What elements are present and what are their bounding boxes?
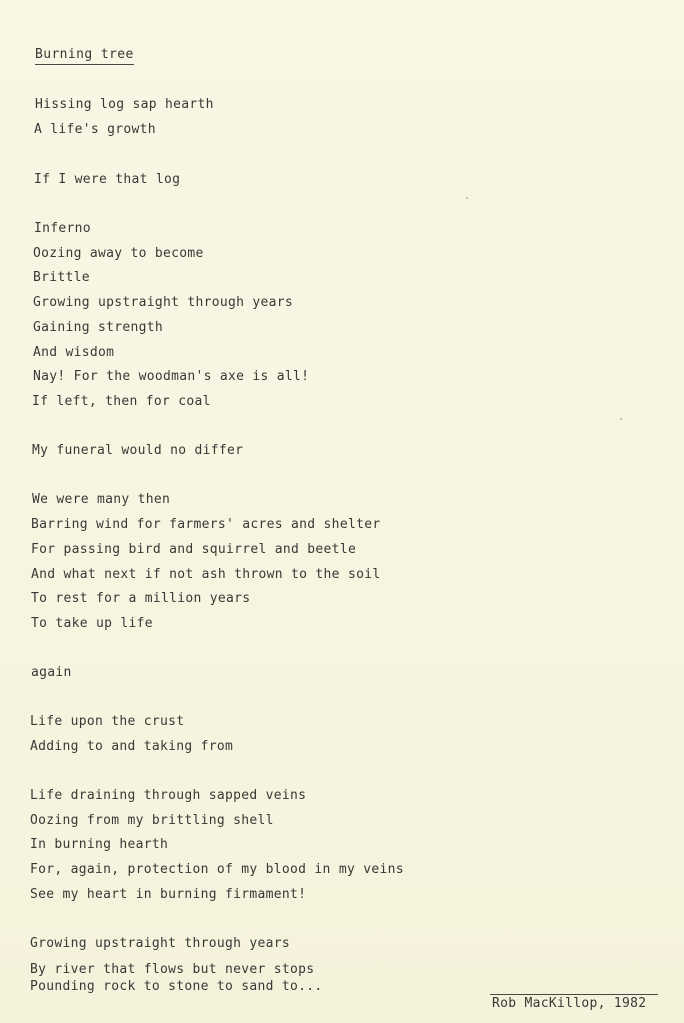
poem-line: Oozing from my brittling shell [30, 813, 274, 828]
poem-line: again [31, 665, 72, 680]
poem-line: Hissing log sap hearth [35, 97, 214, 112]
poem-line: For, again, protection of my blood in my veins [30, 862, 404, 877]
poem-line: A life's growth [34, 122, 156, 137]
poem-line: If I were that log [34, 172, 181, 187]
poem-line: By river that flows but never stops [30, 962, 315, 977]
poem-line: Adding to and taking from [30, 739, 234, 754]
poem-line: Life upon the crust [30, 714, 185, 729]
poem-line: See my heart in burning firmament! [30, 887, 307, 902]
poem-line: If left, then for coal [32, 394, 211, 409]
signature-rule [490, 994, 658, 995]
poem-line: Gaining strength [33, 320, 164, 335]
poem-line: Life draining through sapped veins [30, 788, 307, 803]
poem-line: We were many then [32, 492, 171, 507]
paper-speck [466, 197, 468, 199]
poem-line: Barring wind for farmers' acres and shelter [31, 517, 381, 532]
poem-line: To rest for a million years [31, 591, 251, 606]
poem-line: Nay! For the woodman's axe is all! [33, 369, 310, 384]
poem-line: Inferno [34, 221, 91, 236]
poem-line: In burning hearth [30, 837, 169, 852]
paper-speck [620, 418, 622, 420]
poem-line: My funeral would no differ [32, 443, 244, 458]
signature: Rob MacKillop, 1982 [492, 996, 647, 1011]
poem-line: For passing bird and squirrel and beetle [31, 542, 357, 557]
poem-line: To take up life [31, 616, 153, 631]
poem-line: Growing upstraight through years [30, 936, 291, 951]
poem-line: Oozing away to become [33, 246, 204, 261]
poem-line: Pounding rock to stone to sand to... [30, 979, 323, 994]
poem-line: And what next if not ash thrown to the soil [31, 567, 381, 582]
poem-line: And wisdom [33, 345, 115, 360]
poem-line: Brittle [33, 270, 90, 285]
poem-title: Burning tree [35, 46, 134, 65]
poem-line: Growing upstraight through years [33, 295, 294, 310]
